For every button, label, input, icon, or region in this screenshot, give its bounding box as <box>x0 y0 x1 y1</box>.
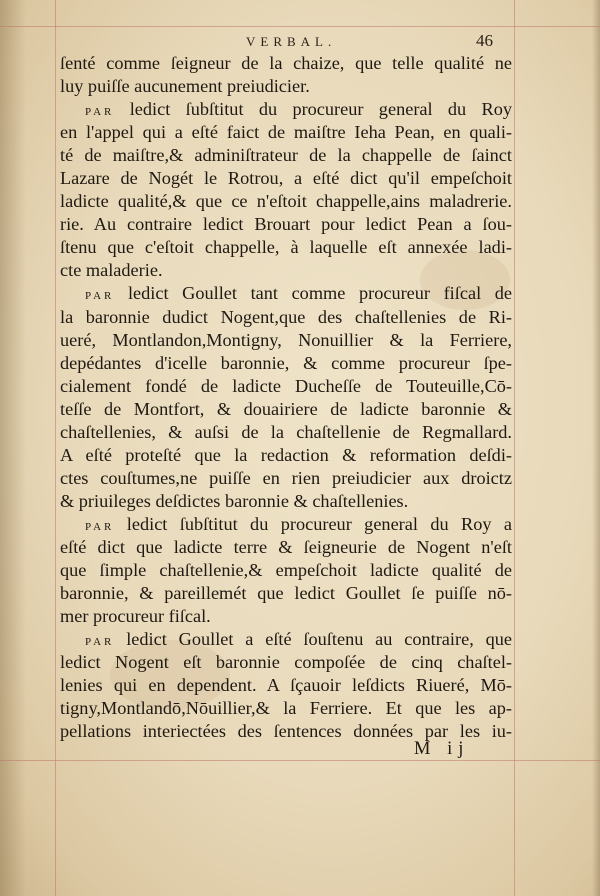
paragraph-marker: PAR <box>85 520 115 533</box>
ruling-line-right <box>514 0 515 896</box>
text-line <box>60 282 512 305</box>
text-line <box>60 605 512 628</box>
text-line <box>60 467 512 490</box>
text-line <box>60 628 512 651</box>
text-line <box>60 98 512 121</box>
line-text: ladicte qualité,& que ce n'eſtoit chappelle,ains maladrerie. <box>60 191 512 212</box>
text-line <box>60 236 512 259</box>
text-line <box>60 352 512 375</box>
gutter-shadow <box>0 0 26 896</box>
line-text: ledict ſubſtitut du procureur general du Roy <box>114 99 512 120</box>
text-line <box>60 513 512 536</box>
paragraph-marker: PAR <box>85 636 115 649</box>
ruling-line-left <box>55 0 56 896</box>
line-text: mer procureur fiſcal. <box>60 606 211 627</box>
line-text: en l'appel qui a eſté faict de maiſtre Ieha Pean, en quali- <box>60 122 512 143</box>
line-text: rie. Au contraire ledict Brouart pour ledict Pean a ſou- <box>60 214 512 235</box>
line-text: lenies qui en dependent. A ſçauoir leſdicts Riueré, Mō- <box>60 675 512 696</box>
line-text: A eſté proteſté que la redaction & reformation deſdi- <box>60 444 512 465</box>
text-line <box>60 421 512 444</box>
line-text: baronnie, & pareillemét que ledict Goullet ſe puiſſe nō- <box>60 583 512 604</box>
body-text <box>60 52 512 743</box>
signature-mark: M ij <box>414 739 470 759</box>
running-head-title: VERBAL. <box>246 34 337 49</box>
text-line <box>60 536 512 559</box>
ruling-line-bottom <box>0 760 600 761</box>
text-line <box>60 444 512 467</box>
text-line <box>60 329 512 352</box>
line-text: depédantes d'icelle baronnie, & comme procureur ſpe- <box>60 352 512 373</box>
line-text: ledict ſubſtitut du procureur general du Roy a <box>114 513 512 534</box>
paragraph-marker: PAR <box>85 106 115 119</box>
text-line <box>60 375 512 398</box>
text-line <box>60 213 512 236</box>
line-text: ledict Goullet tant comme procureur fiſcal de <box>114 283 512 304</box>
text-line <box>60 75 512 98</box>
line-text: ctes couſtumes,ne puiſſe en rien preiudicier aux droictz <box>60 467 512 488</box>
line-text: la baronnie dudict Nogent,que des chaſtellenies de Ri- <box>60 306 512 327</box>
text-line <box>60 167 512 190</box>
line-text: Lazare de Nogét le Rotrou, a eſté dict qu'il empeſchoit <box>60 168 512 189</box>
text-line <box>60 651 512 674</box>
line-text: cialement fondé de ladicte Ducheſſe de Touteuille,Cō- <box>60 375 512 396</box>
line-text: ſenté comme ſeigneur de la chaize, que telle qualité ne <box>60 53 512 73</box>
line-text: ſtenu que c'eſtoit chappelle, à laquelle eſt annexée ladi- <box>60 237 512 258</box>
line-text: luy puiſſe aucunement preiudicier. <box>60 76 310 97</box>
line-text: té de maiſtre,& adminiſtrateur de la chappelle de ſainct <box>60 145 512 166</box>
text-line <box>60 697 512 720</box>
line-text: ueré, Montlandon,Montigny, Nonuillier & la Ferriere, <box>60 329 512 350</box>
line-text: ledict Nogent eſt baronnie compoſée de cinq chaſtel- <box>60 652 512 673</box>
ruling-line-top <box>0 26 600 27</box>
text-line <box>60 490 512 513</box>
text-line <box>60 121 512 144</box>
page-number: 46 <box>476 31 493 50</box>
text-line <box>60 259 512 282</box>
line-text: pellations interiectées des ſentences données par les iu- <box>60 721 512 742</box>
line-text: & priuileges deſdictes baronnie & chaſtellenies. <box>60 490 409 511</box>
fore-edge-shadow <box>592 0 600 896</box>
line-text: ledict Goullet a eſté ſouſtenu au contraire, que <box>114 629 512 650</box>
running-head <box>0 31 600 53</box>
line-text: tigny,Montlandō,Nōuillier,& la Ferriere. Et que les ap- <box>60 698 512 719</box>
paragraph-marker: PAR <box>85 290 115 303</box>
text-line <box>60 559 512 582</box>
line-text: que ſimple chaſtellenie,& empeſchoit ladicte qualité de <box>60 560 512 581</box>
line-text: cte maladerie. <box>60 260 163 281</box>
line-text: eſté dict que ladicte terre & ſeigneurie de Nogent n'eſt <box>60 536 512 557</box>
text-line <box>60 306 512 329</box>
line-text: teſſe de Montfort, & douairiere de ladicte baronnie & <box>60 398 512 419</box>
text-line <box>60 190 512 213</box>
text-line <box>60 144 512 167</box>
text-line <box>60 674 512 697</box>
text-line <box>60 398 512 421</box>
line-text: chaſtellenies, & auſsi de la chaſtellenie de Regmallard. <box>60 421 512 442</box>
text-line <box>60 582 512 605</box>
text-line <box>60 52 512 75</box>
